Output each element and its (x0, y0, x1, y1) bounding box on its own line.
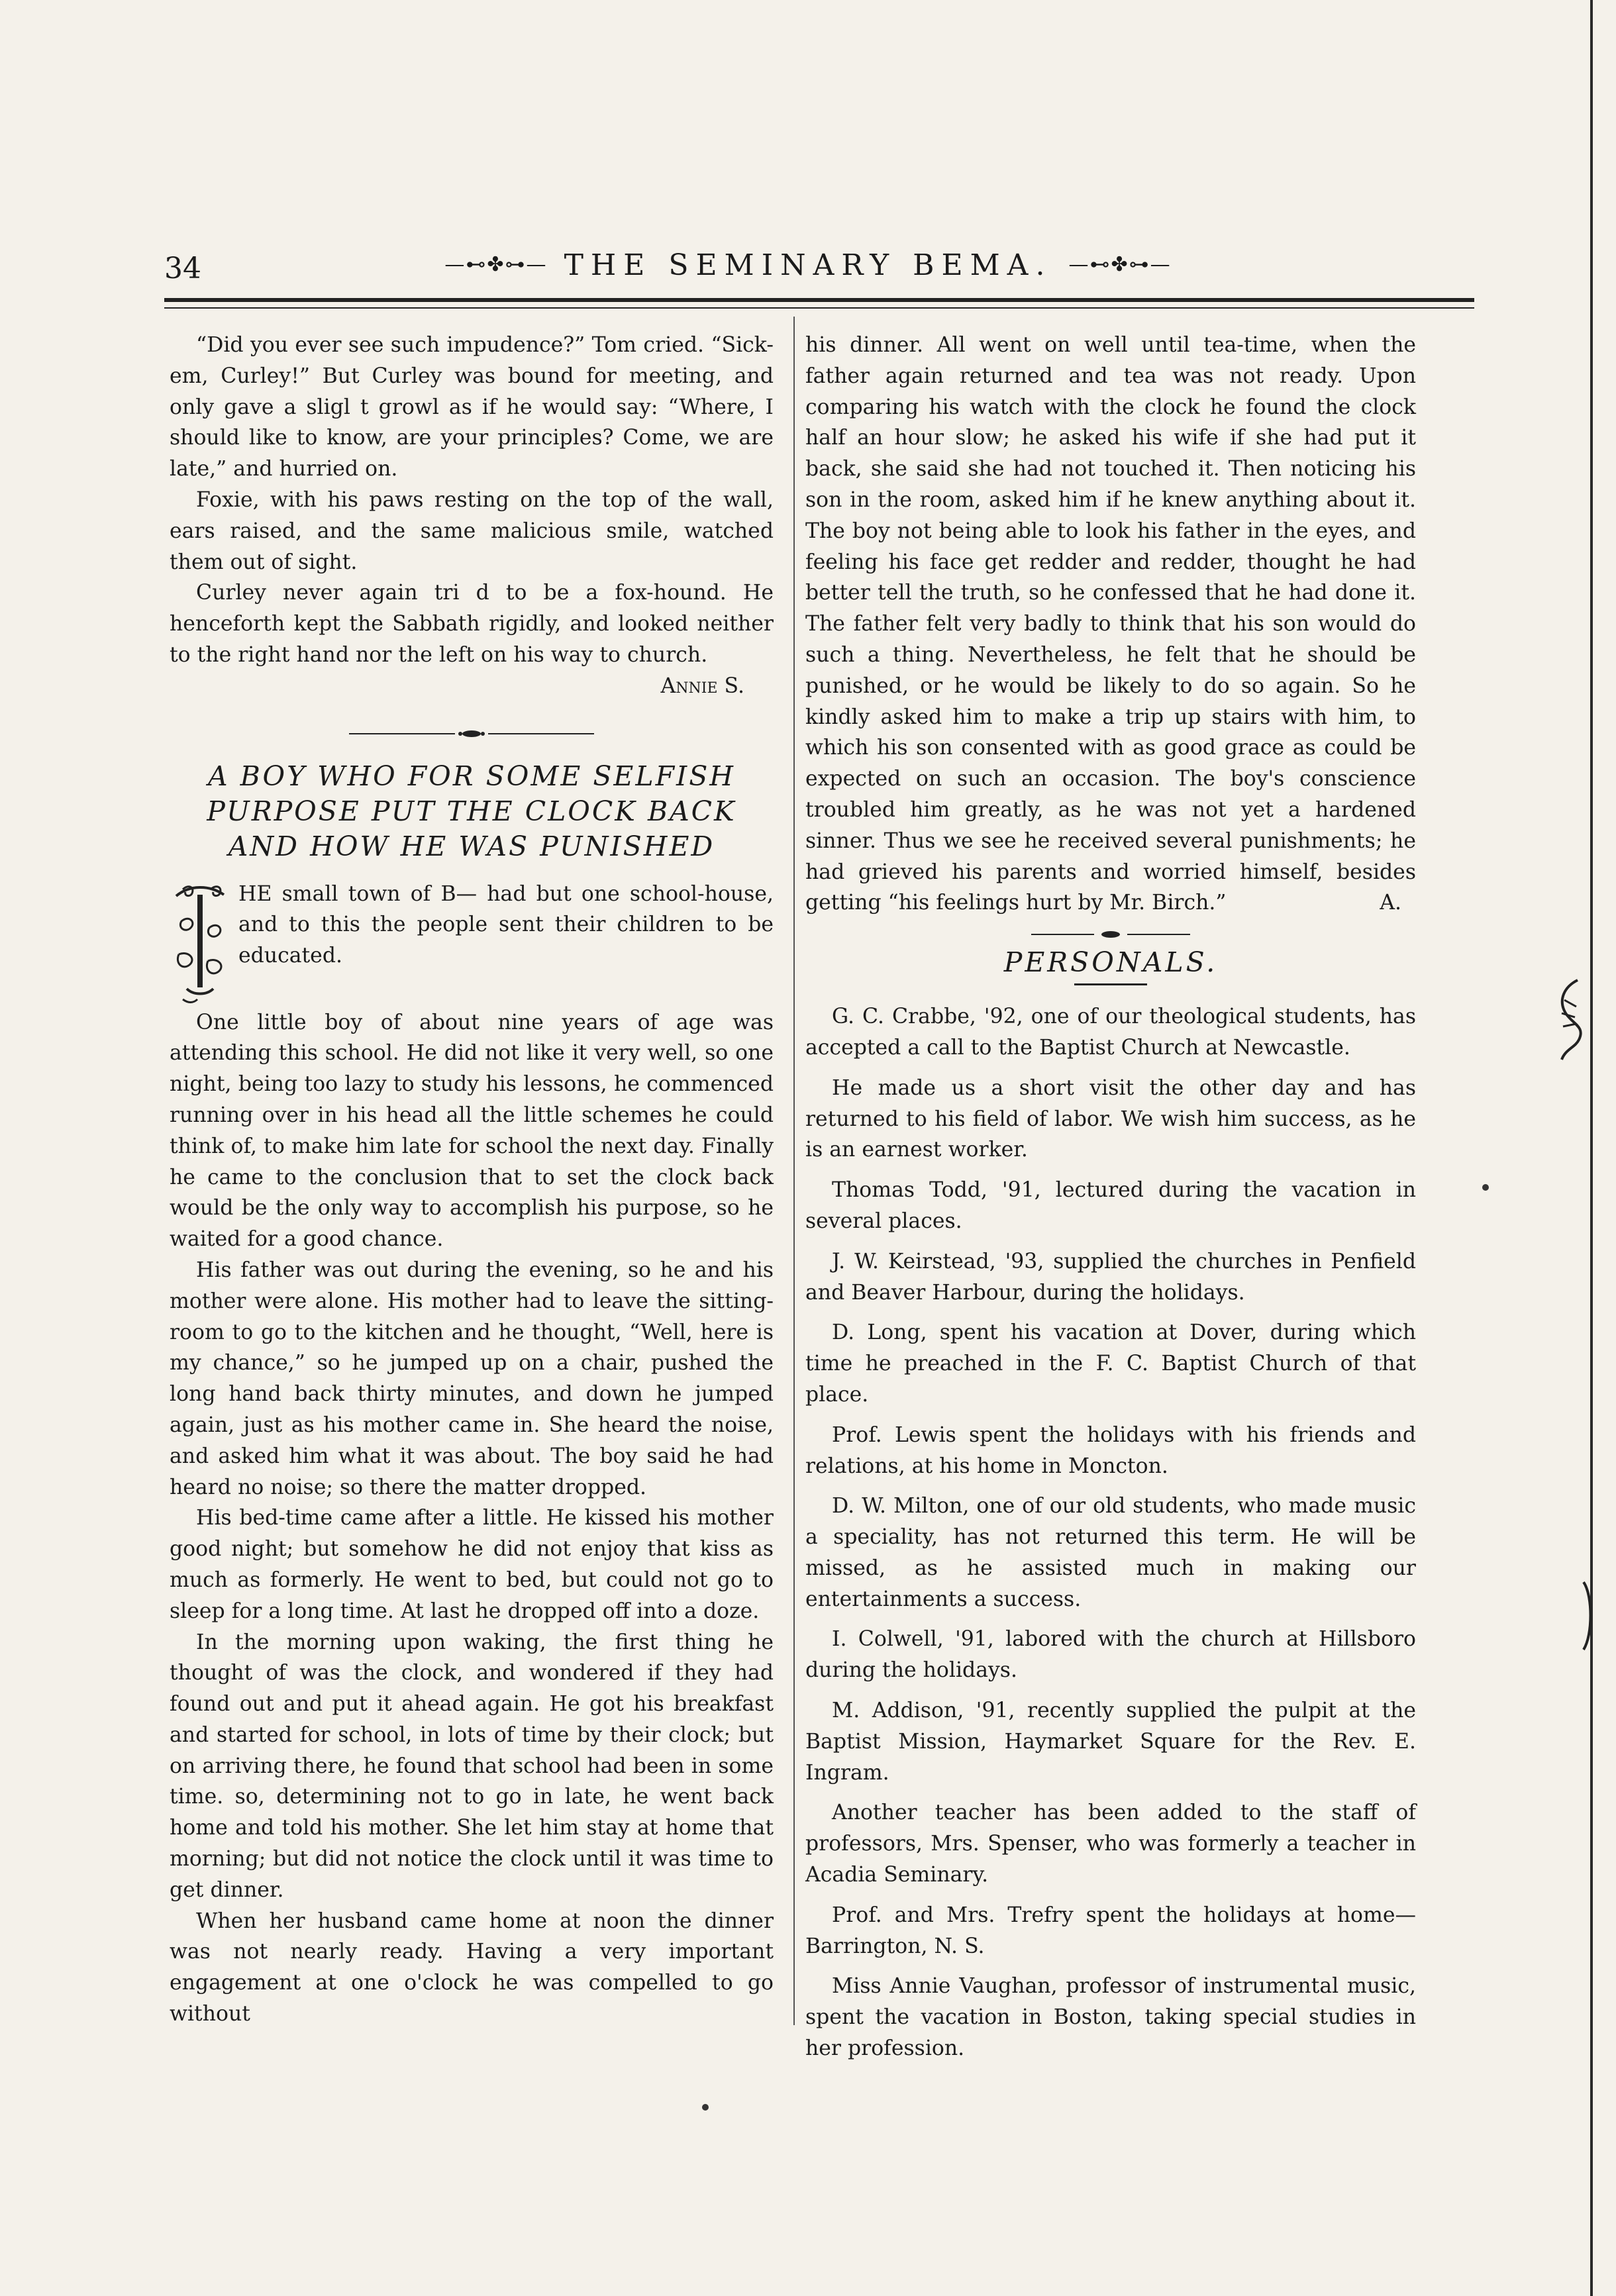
story-signature: A. (1380, 891, 1401, 915)
story-opening-text: HE small town of B— had but one school-house, and to this the people sent their children to be educated. (238, 881, 774, 968)
personal-item: M. Addison, '91, recently supplied the pulpit at the Baptist Mission, Haymarket Square for the Rev. E. Ingram. (805, 1699, 1416, 1785)
section-divider-icon (1031, 929, 1190, 940)
personals-heading: PERSONALS. (1003, 946, 1218, 979)
personal-item: Miss Annie Vaughan, professor of instrumental music, spent the vacation in Boston, taking special studies in her profession. (805, 1974, 1416, 2061)
personal-item: J. W. Keirstead, '93, supplied the churches in Penfield and Beaver Harbour, during the holidays. (805, 1249, 1416, 1305)
story-paragraph: His bed-time came after a little. He kissed his mother good night; but somehow he did not enjoy that kiss as much as formerly. He went to bed, but could not go to sleep for a long time. At last he dropped off into a doze. (170, 1506, 774, 1623)
page-number: 34 (164, 252, 201, 285)
personal-item: G. C. Crabbe, '92, one of our theological students, has accepted a call to the Baptist Church at Newcastle. (805, 1005, 1416, 1060)
story-continuation-text: his dinner. All went on well until tea-time, when the father again returned and tea was not ready. Upon comparing his watch with the clock he found the clock half an hour slow; he asked his wife if she had put it back, she said she had not touched it. Then noticing his son in the room, asked him if he knew anything about it. The boy not being able to look his father in the eyes, and feeling his face get redder and redder, thought he had better tell the truth, so he confessed that he had done it. The father felt very badly to think that his son would do such a thing. Nevertheless, he felt that he should be punished, or he would be likely to do so again. So he kindly asked him to make a trip up stairs with him, to which his son consented with as good grace as could be expected on such an occasion. The boy's conscience troubled him greatly, as he was not yet a hardened sinner. Thus we see he received several punishments; he had grieved his parents and worried himself, besides getting “his feelings hurt by Mr. Birch.” (805, 333, 1416, 915)
binding-edge (1590, 0, 1593, 2296)
personal-item: D. W. Milton, one of our old students, who made music a speciality, has not returned this term. He will be missed, as he assisted much in making our entertainments a success. (805, 1494, 1416, 1611)
personal-item: Prof. and Mrs. Trefry spent the holidays at home—Barrington, N. S. (805, 1903, 1416, 1958)
story-continuation (805, 330, 1416, 919)
personal-item: I. Colwell, '91, labored with the church at Hillsboro during the holidays. (805, 1627, 1416, 1683)
section-divider-icon (349, 728, 594, 739)
story-title: A BOY WHO FOR SOME SELFISH PURPOSE PUT THE CLOCK BACK AND HOW HE WAS PUNISHED (207, 760, 736, 862)
personal-item: Prof. Lewis spent the holidays with his friends and relations, at his home in Moncton. (805, 1423, 1416, 1478)
intro-paragraph: Foxie, with his paws resting on the top of the wall, ears raised, and the same malicious smile, watched them out of sight. (170, 487, 774, 574)
header-rule-thick (164, 298, 1474, 302)
journal-title: THE SEMINARY BEMA. (564, 248, 1052, 282)
story-paragraph: In the morning upon waking, the first thing he thought of was the clock, and wondered if they had found out and put it ahead again. He got his breakfast and started for school, in lots of time by their clock; but on arriving there, he found that school had been in some time. so, determining not to go in late, he went back home and told his mother. She let him stay at home that morning; but did not notice the clock until it was time to get dinner. (170, 1630, 774, 1902)
intro-paragraph: “Did you ever see such impudence?” Tom cried. “Sick-em, Curley!” But Curley was bound for meeting, and only gave a sligl t growl as if he would say: “Where, I should like to know, are your principles? Come, we are late,” and hurried on. (170, 333, 774, 481)
story-paragraph: His father was out during the evening, so he and his mother were alone. His mother had to leave the sitting-room to go to the kitchen and he thought, “Well, here is my chance,” so he jumped up on a chair, pushed the long hand back thirty minutes, and down he jumped again, just as his mother came in. She heard the noise, and asked him what it was about. The boy said he had heard no noise; so there the matter dropped. (170, 1258, 774, 1499)
margin-bracket-icon (1580, 1579, 1595, 1652)
personal-item: Another teacher has been added to the staff of professors, Mrs. Spenser, who was formerly a teacher in Acadia Seminary. (805, 1801, 1416, 1887)
heading-underline (1074, 983, 1147, 985)
intro-paragraph: Curley never again tri d to be a fox-hound. He henceforth kept the Sabbath rigidly, and looked neither to the right hand nor the left on his way to church. (170, 581, 774, 667)
personal-item: D. Long, spent his vacation at Dover, during which time he preached in the F. C. Baptist Church of that place. (805, 1321, 1416, 1407)
ink-dot (1482, 1184, 1489, 1191)
column-divider (793, 317, 795, 2025)
left-ornament-icon: —⊷✤⊶— (444, 253, 548, 276)
story-opening (170, 879, 774, 1007)
header-rule-thin (164, 307, 1474, 309)
personal-item: Thomas Todd, '91, lectured during the vacation in several places. (805, 1178, 1416, 1233)
running-head (371, 248, 1245, 282)
ornamental-initial-t-icon (170, 881, 230, 1007)
right-ornament-icon: —⊷✤⊶— (1068, 253, 1172, 276)
story-paragraph: When her husband came home at noon the dinner was not nearly ready. Having a very important engagement at one o'clock he was compelled to go without (170, 1909, 774, 2026)
left-column (170, 330, 774, 2030)
author-signature: Annie S. (660, 674, 744, 698)
personal-item: He made us a short visit the other day and has returned to his field of labor. We wish him success, as he is an earnest worker. (805, 1075, 1416, 1162)
story-paragraph: One little boy of about nine years of age was attending this school. He did not like it very well, so one night, being too lazy to study his lessons, he commenced running over in his head all the little schemes he could think of, to make him late for school the next day. Finally he came to the conclusion that to set the clock back would be the only way to accomplish his purpose, so he waited for a good chance. (170, 1010, 774, 1252)
right-column (805, 330, 1416, 2073)
margin-scroll-ornament-icon (1551, 973, 1591, 1066)
ink-dot (702, 2104, 709, 2111)
